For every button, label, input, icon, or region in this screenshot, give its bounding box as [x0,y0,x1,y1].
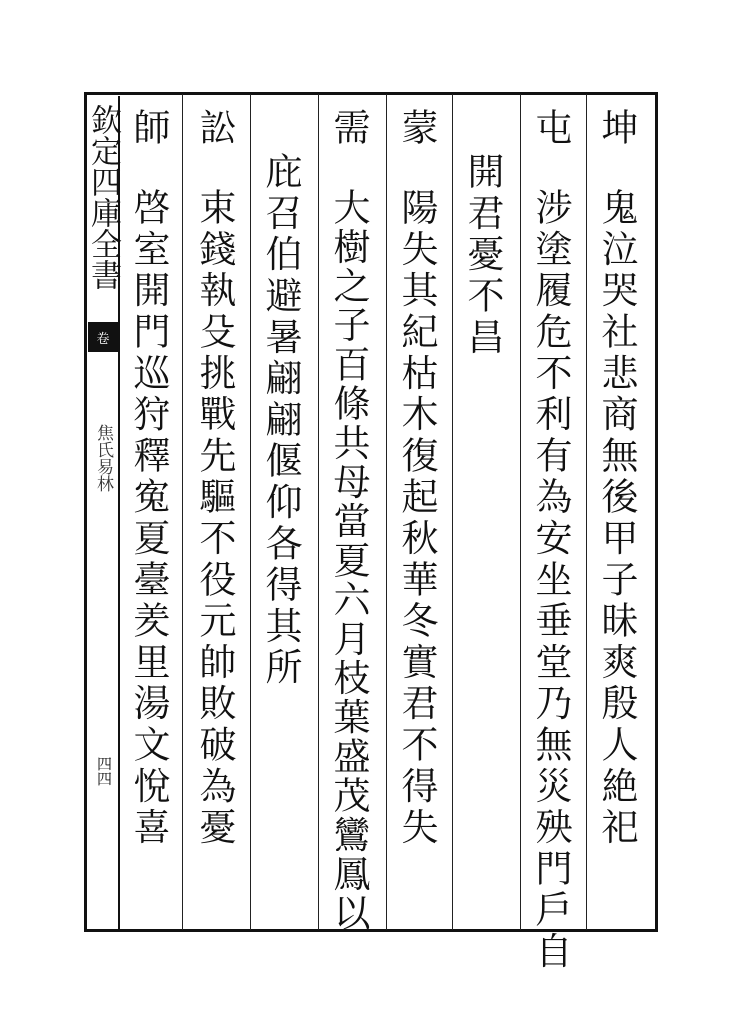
verse-text: 啓室開門巡狩釋寃夏臺羑里湯文悅喜 [127,188,170,849]
verse-text: 陽失其紀枯木復起秋華冬實君不得失 [395,188,438,849]
verse-text: 涉塗履危不利有為安坐垂堂乃無災殃門戶自 [529,188,572,973]
hexagram-heading: 師 [127,108,170,150]
column-rule [452,94,453,930]
column-rule [318,94,319,930]
column-rule [586,94,587,930]
column-rule [386,94,387,930]
fishtail-block: 卷 [88,322,118,352]
verse-text: 鬼泣哭社悲商無後甲子昧爽殷人絶祀 [595,188,638,849]
hexagram-heading: 蒙 [395,108,438,150]
collection-title: 欽定四庫全書 [85,104,121,290]
page-number: 四四 [95,756,113,786]
verse-continuation: 開君憂不昌 [461,152,504,359]
hexagram-heading: 訟 [193,108,236,150]
book-title: 焦氏易林 [93,424,113,492]
column-rule [520,94,521,930]
verse-continuation: 庇召伯避暑翩翩偃仰各得其所 [259,152,302,689]
hexagram-heading: 坤 [595,108,638,150]
column-rule [250,94,251,930]
hexagram-heading: 屯 [529,108,572,150]
column-rule [182,94,183,930]
verse-text: 大樹之子百條共母當夏六月枝葉盛茂鸞鳳以 [327,188,370,933]
verse-text: 束錢執殳挑戰先驅不役元帥敗破為憂 [193,188,236,849]
hexagram-heading: 需 [327,108,370,150]
